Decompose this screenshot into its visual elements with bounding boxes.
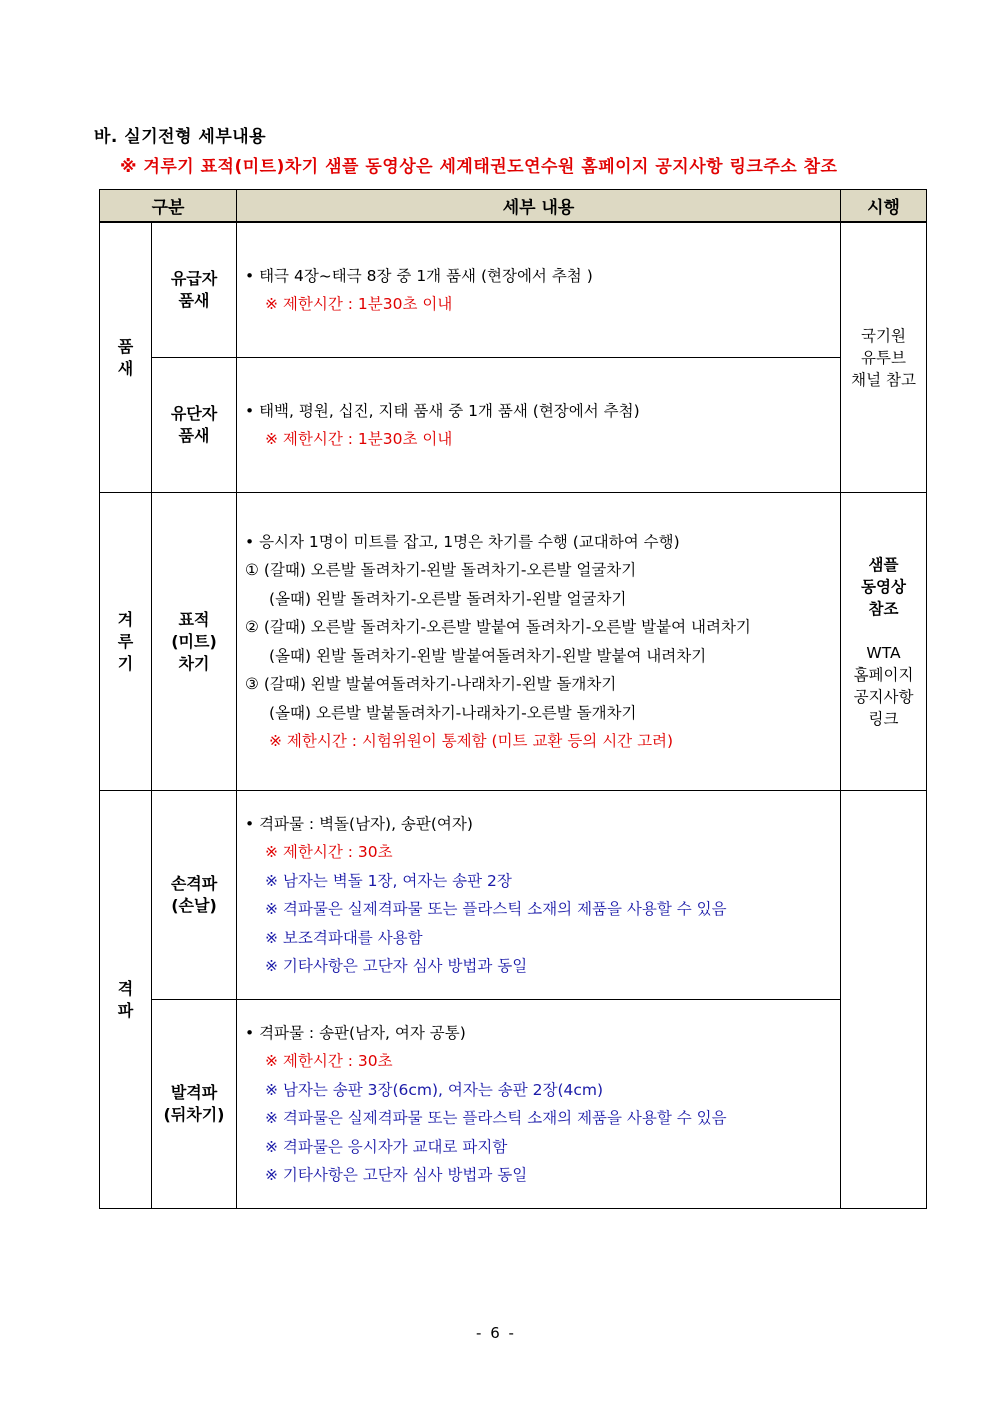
sub-hand-break: 손격파 (손날): [152, 791, 237, 1000]
category-poomsae: 품 새: [100, 222, 152, 493]
page-number: - 6 -: [476, 1324, 516, 1342]
table-row: [100, 791, 927, 1000]
section-heading: 바. 실기전형 세부내용: [94, 127, 267, 147]
sample-video-notice: ※ 겨루기 표적(미트)차기 샘플 동영상은 세계태권도연수원 홈페이지 공지사항 링크주소 참조: [120, 157, 838, 177]
impl-gyeorugi: 샘플 동영상 참조 WTA 홈페이지 공지사항 링크: [841, 493, 927, 791]
detail-dan-poomsae: • 태백, 평원, 십진, 지태 품새 중 1개 품새 (현장에서 추첨) ※ 제한시간 : 1분30초 이내: [237, 358, 841, 493]
sub-kyu-poomsae: 유급자 품새: [152, 222, 237, 358]
header-detail: 세부 내용: [237, 190, 841, 223]
detail-kyu-poomsae: • 태극 4장~태극 8장 중 1개 품새 (현장에서 추첨 ) ※ 제한시간 : 1분30초 이내: [237, 222, 841, 358]
detail-target-kick: • 응시자 1명이 미트를 잡고, 1명은 차기를 수행 (교대하여 수행) ① (갈때) 오른발 돌려차기-왼발 돌려차기-오른발 얼굴차기 (올때) 왼발 돌려차기-오른발 돌려차기-왼발 얼굴차기 ② (갈때) 오른발 돌려차기-오른발 발붙여 돌려차기-오른발 발붙여 내려차기 (올때) 왼발 돌려차기-왼발 발붙여돌려차기-왼발 발붙여 내려차기 ③ (갈때) 왼발 발붙여돌려차기-나래차기-왼발 돌개차기 (올때) 오른발 발붙돌려차기-나래차기-오른발 돌개차기 ※ 제한시간 : 시험위원이 통제함 (미트 교환 등의 시간 고려): [237, 493, 841, 791]
impl-gyeokpa: [841, 791, 927, 1209]
practical-exam-table: [99, 189, 927, 1209]
table-header-row: [100, 190, 927, 223]
category-gyeorugi: 겨 루 기: [100, 493, 152, 791]
table-row: [100, 222, 927, 358]
category-gyeokpa: 격 파: [100, 791, 152, 1209]
table-row: [100, 1000, 927, 1209]
sub-target-kick: 표적 (미트) 차기: [152, 493, 237, 791]
sub-foot-break: 발격파 (뒤차기): [152, 1000, 237, 1209]
sub-dan-poomsae: 유단자 품새: [152, 358, 237, 493]
detail-foot-break: • 격파물 : 송판(남자, 여자 공통) ※ 제한시간 : 30초 ※ 남자는 송판 3장(6cm), 여자는 송판 2장(4cm) ※ 격파물은 실제격파물 또는 플라스틱 소재의 제품을 사용할 수 있음 ※ 격파물은 응시자가 교대로 파지함 ※ 기타사항은 고단자 심사 방법과 동일: [237, 1000, 841, 1209]
detail-hand-break: • 격파물 : 벽돌(남자), 송판(여자) ※ 제한시간 : 30초 ※ 남자는 벽돌 1장, 여자는 송판 2장 ※ 격파물은 실제격파물 또는 플라스틱 소재의 제품을 사용할 수 있음 ※ 보조격파대를 사용함 ※ 기타사항은 고단자 심사 방법과 동일: [237, 791, 841, 1000]
table-row: [100, 358, 927, 493]
header-category: 구분: [100, 190, 237, 223]
table-row: [100, 493, 927, 791]
header-implementation: 시행: [841, 190, 927, 223]
impl-poomsae: 국기원 유투브 채널 참고: [841, 222, 927, 493]
